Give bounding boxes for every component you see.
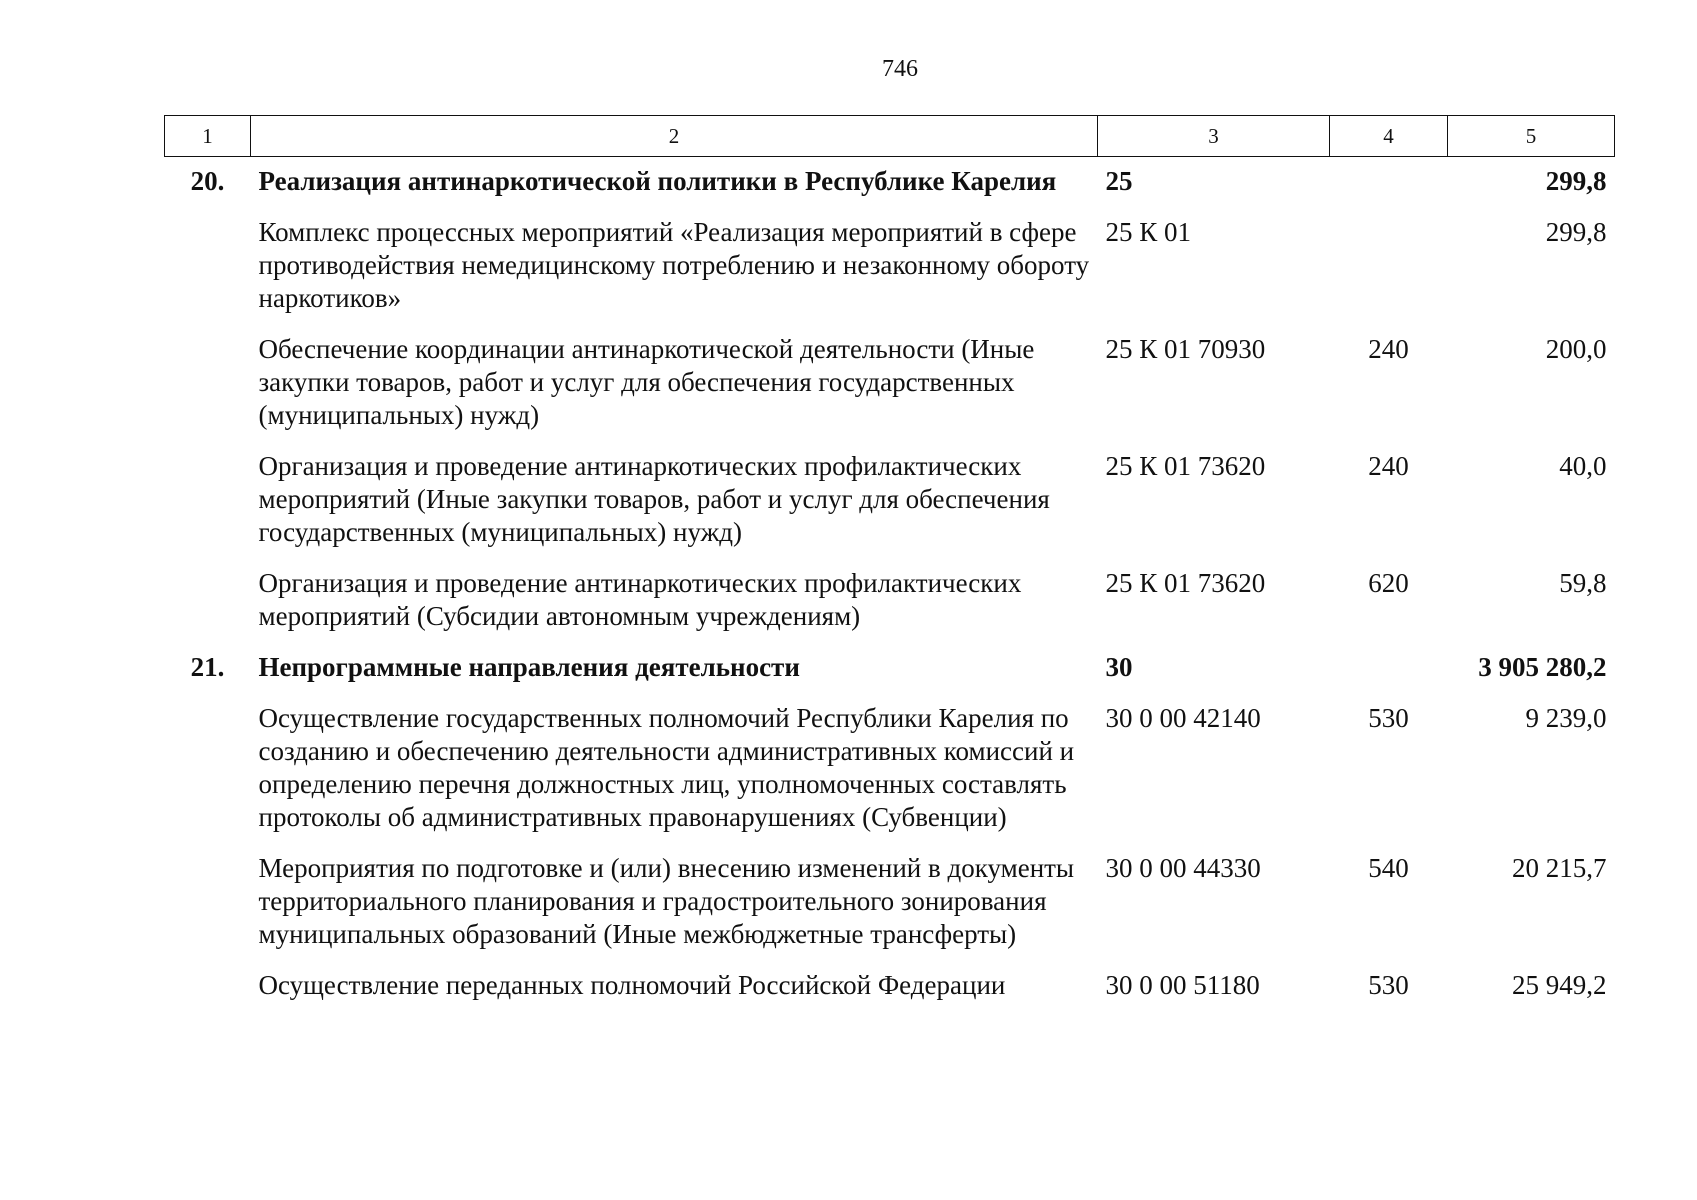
row-amount: 25 949,2 bbox=[1512, 970, 1607, 1000]
row-code: 25 К 01 73620 bbox=[1105, 451, 1266, 481]
row-code: 30 0 00 51180 bbox=[1105, 970, 1260, 1000]
row-code: 25 К 01 73620 bbox=[1105, 568, 1266, 598]
row-name: Обеспечение координации антинаркотической деятельности (Иные закупки товаров, работ и услуг для обеспечения государственных (муниципальных) нужд) bbox=[258, 334, 1035, 430]
row-code: 25 К 01 bbox=[1105, 217, 1192, 247]
row-number bbox=[165, 961, 251, 1012]
row-number bbox=[165, 559, 251, 643]
table-row bbox=[165, 961, 1615, 1012]
row-number bbox=[165, 442, 251, 559]
header-col-2: 2 bbox=[251, 116, 1098, 157]
table-row bbox=[165, 694, 1615, 844]
row-number bbox=[165, 208, 251, 325]
header-col-4: 4 bbox=[1330, 116, 1448, 157]
row-amount: 40,0 bbox=[1559, 451, 1607, 481]
table-row bbox=[165, 559, 1615, 643]
row-name: Непрограммные направления деятельности bbox=[258, 652, 800, 682]
header-row bbox=[165, 116, 1615, 157]
row-code: 30 0 00 42140 bbox=[1105, 703, 1261, 733]
table-body bbox=[165, 157, 1615, 1013]
row-type: 530 bbox=[1368, 703, 1409, 733]
table-row bbox=[165, 325, 1615, 442]
table-row-section bbox=[165, 643, 1615, 694]
row-type bbox=[1330, 208, 1448, 325]
row-amount: 3 905 280,2 bbox=[1478, 652, 1607, 682]
row-amount: 59,8 bbox=[1559, 568, 1607, 598]
row-name: Комплекс процессных мероприятий «Реализация мероприятий в сфере противодействия немедицинскому потреблению и незаконному обороту наркотиков» bbox=[258, 217, 1090, 313]
row-type: 620 bbox=[1368, 568, 1409, 598]
row-number bbox=[165, 325, 251, 442]
row-type: 530 bbox=[1368, 970, 1409, 1000]
row-number: 21. bbox=[190, 652, 225, 682]
row-number bbox=[165, 844, 251, 961]
row-amount: 299,8 bbox=[1545, 217, 1607, 247]
table-row bbox=[165, 442, 1615, 559]
row-name: Реализация антинаркотической политики в Республике Карелия bbox=[258, 166, 1057, 196]
row-number: 20. bbox=[190, 166, 225, 196]
table-header bbox=[165, 116, 1615, 157]
header-col-5: 5 bbox=[1448, 116, 1615, 157]
row-amount: 299,8 bbox=[1545, 166, 1607, 196]
row-amount: 9 239,0 bbox=[1525, 703, 1607, 733]
table-row bbox=[165, 844, 1615, 961]
header-col-1: 1 bbox=[165, 116, 251, 157]
row-amount: 200,0 bbox=[1545, 334, 1607, 364]
row-name: Мероприятия по подготовке и (или) внесению изменений в документы территориального планирования и градостроительного зонирования муниципальных образований (Иные межбюджетные трансферты) bbox=[258, 853, 1075, 949]
row-type: 540 bbox=[1368, 853, 1409, 883]
budget-table bbox=[164, 115, 1615, 1012]
row-type: 240 bbox=[1368, 451, 1409, 481]
table-row-section bbox=[165, 157, 1615, 209]
header-col-3: 3 bbox=[1098, 116, 1330, 157]
row-type bbox=[1330, 643, 1448, 694]
row-type bbox=[1330, 157, 1448, 209]
row-amount: 20 215,7 bbox=[1512, 853, 1607, 883]
row-type: 240 bbox=[1368, 334, 1409, 364]
row-code: 30 0 00 44330 bbox=[1105, 853, 1261, 883]
row-name: Осуществление государственных полномочий Республики Карелия по созданию и обеспечению деятельности административных комиссий и определению перечня должностных лиц, уполномоченных составлять протоколы об административных правонарушениях (Субвенции) bbox=[258, 703, 1075, 832]
row-number bbox=[165, 694, 251, 844]
row-name: Осуществление переданных полномочий Российской Федерации bbox=[258, 970, 1006, 1000]
row-name: Организация и проведение антинаркотических профилактических мероприятий (Иные закупки товаров, работ и услуг для обеспечения государственных (муниципальных) нужд) bbox=[258, 451, 1050, 547]
page-number: 746 bbox=[882, 56, 918, 82]
row-code: 30 bbox=[1105, 652, 1133, 682]
row-code: 25 К 01 70930 bbox=[1105, 334, 1266, 364]
table-row bbox=[165, 208, 1615, 325]
row-code: 25 bbox=[1105, 166, 1133, 196]
row-name: Организация и проведение антинаркотических профилактических мероприятий (Субсидии автономным учреждениям) bbox=[258, 568, 1022, 631]
